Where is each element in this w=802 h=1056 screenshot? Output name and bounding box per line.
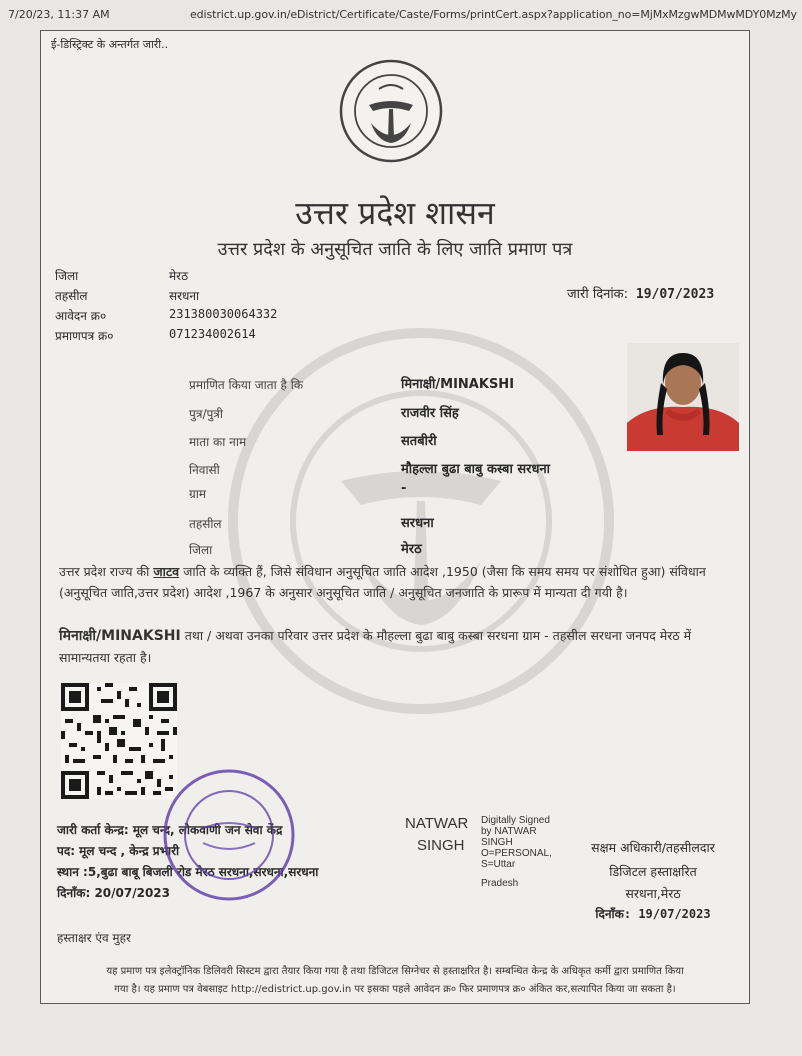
authority-place: सरधना,मेरठ — [625, 886, 681, 901]
footer-note — [55, 963, 735, 999]
tehsil-value: सरधना — [169, 289, 200, 303]
village-value: - — [401, 481, 407, 496]
holder-name: मिनाक्षी/MINAKSHI — [401, 377, 515, 392]
caste-name: जाटव — [153, 564, 180, 579]
tehsil-label: तहसील — [55, 289, 88, 303]
authority-digitally-signed: डिजिटल हस्ताक्षरित — [609, 864, 697, 879]
jan-seva-kendra-stamp — [161, 767, 297, 903]
issue-date-label: जारी दिनांक: — [567, 287, 629, 302]
sig-detail-line: O=PERSONAL, — [481, 848, 552, 859]
signature-and-seal-label: हस्ताक्षर एंव मुहर — [57, 931, 131, 945]
application-no-value: 231380030064332 — [169, 307, 278, 321]
paragraph-intro: उत्तर प्रदेश राज्य की — [59, 564, 154, 579]
footer-line-1: यह प्रमाण पत्र इलेक्ट्रॉनिक डिलिवरी सिस्टम द्वारा तैयार किया गया है तथा डिजिटल सिग्नेचर से हस्ताक्षरित है। सम्बन्धित केन्द्र के अधिकृत कर्मी द्वारा प्रमाणित किया — [106, 966, 684, 977]
mother-name: सतबीरी — [401, 434, 437, 449]
application-no-label: आवेदन क्र० — [55, 309, 107, 323]
parent-label: पुत्र/पुत्री — [189, 407, 224, 421]
govt-title: उत्तर प्रदेश शासन — [295, 194, 495, 232]
issuer-post: पद: मूल चन्द , केन्द्र प्रभारी — [57, 844, 180, 858]
caste-certificate — [40, 30, 750, 1004]
holder-photo — [627, 343, 739, 451]
certificate-no-value: 071234002614 — [169, 327, 256, 341]
village-label: ग्राम — [189, 487, 207, 501]
footer-line-2: गया है। यह प्रमाण पत्र वेबसाइट http://edistrict.up.gov.in पर इसका पहले आवेदन क्र० फिर प्रमाणपत्र क्र० अंकित कर,सत्यापित किया जा सकता है। — [114, 984, 676, 995]
sig-detail-line: Digitally Signed — [481, 815, 550, 826]
issued-under-note: ई-डिस्ट्रिक्ट के अन्तर्गत जारी.. — [51, 38, 169, 51]
mother-label: माता का नाम — [189, 435, 247, 449]
district-value: मेरठ — [169, 269, 189, 283]
certify-label: प्रमाणित किया जाता है कि — [189, 378, 304, 392]
issuing-center: जारी कर्ता केन्द्र: मूल चन्द, लोकवाणी जन सेवा केंद्र — [57, 823, 283, 837]
authority-date: दिनाँक: 19/07/2023 — [595, 907, 711, 921]
certification-paragraph — [59, 561, 729, 603]
print-url: edistrict.up.gov.in/eDistrict/Certificate/Caste/Forms/printCert.aspx?application_no=MjMxMzgwMDMwMDY0MzMy — [190, 8, 797, 21]
district-label: जिला — [55, 269, 79, 283]
issue-date-value: 19/07/2023 — [635, 287, 715, 302]
father-name: राजवीर सिंह — [401, 406, 459, 421]
residence-holder-name: मिनाक्षी/MINAKSHI — [59, 628, 181, 644]
detail-district-value: मेरठ — [401, 542, 422, 557]
detail-district-label: जिला — [189, 543, 213, 557]
issuer-place: स्थान :5,बुढा बाबू बिजली रोड मेरठ सरधना,सरधना,सरधना — [57, 865, 319, 879]
digital-signature-details — [481, 815, 552, 889]
signer-name-first: NATWAR — [405, 815, 469, 832]
residence-paragraph — [59, 625, 729, 668]
certificate-no-label: प्रमाणपत्र क्र० — [55, 329, 114, 343]
resident-value: मौहल्ला बुढा बाबु कस्बा सरधना — [401, 462, 551, 477]
sig-detail-line: S=Uttar — [481, 859, 516, 870]
sig-detail-line: Pradesh — [481, 878, 519, 889]
certificate-title: उत्तर प्रदेश के अनुसूचित जाति के लिए जाति प्रमाण पत्र — [217, 239, 573, 260]
residence-text: तथा / अथवा उनका परिवार उत्तर प्रदेश के मौहल्ला बुढा बाबु कस्बा सरधना ग्राम - तहसील सरधना जनपद मेरठ में सामान्यतया रहता है। — [59, 628, 692, 665]
sig-detail-line: by NATWAR — [481, 826, 537, 837]
detail-tehsil-label: तहसील — [189, 517, 222, 531]
detail-tehsil-value: सरधना — [401, 516, 434, 531]
state-emblem — [339, 59, 443, 163]
verification-qr-code — [61, 683, 177, 799]
print-timestamp: 7/20/23, 11:37 AM — [8, 8, 110, 21]
sig-detail-line: SINGH — [481, 837, 513, 848]
authority-title: सक्षम अधिकारी/तहसीलदार — [591, 840, 715, 855]
signer-name-last: SINGH — [417, 837, 465, 854]
paragraph-constitution: जाति के व्यक्ति हैं, जिसे संविधान अनुसूचित जाति आदेश ,1950 (जैसा कि समय समय पर संशोधित हुआ) संविधान (अनुसूचित जाति,उत्तर प्रदेश) आदेश ,1967 के अनुसार अनुसूचित जाति / अनुसूचित जनजाति के प्रारूप में मान्यता दी गयी है। — [59, 564, 706, 600]
resident-label: निवासी — [189, 463, 220, 477]
issue-date — [567, 284, 714, 302]
issuer-date: दिनाँक: 20/07/2023 — [57, 886, 171, 900]
sig-detail-line — [481, 870, 552, 878]
print-header — [0, 0, 802, 30]
